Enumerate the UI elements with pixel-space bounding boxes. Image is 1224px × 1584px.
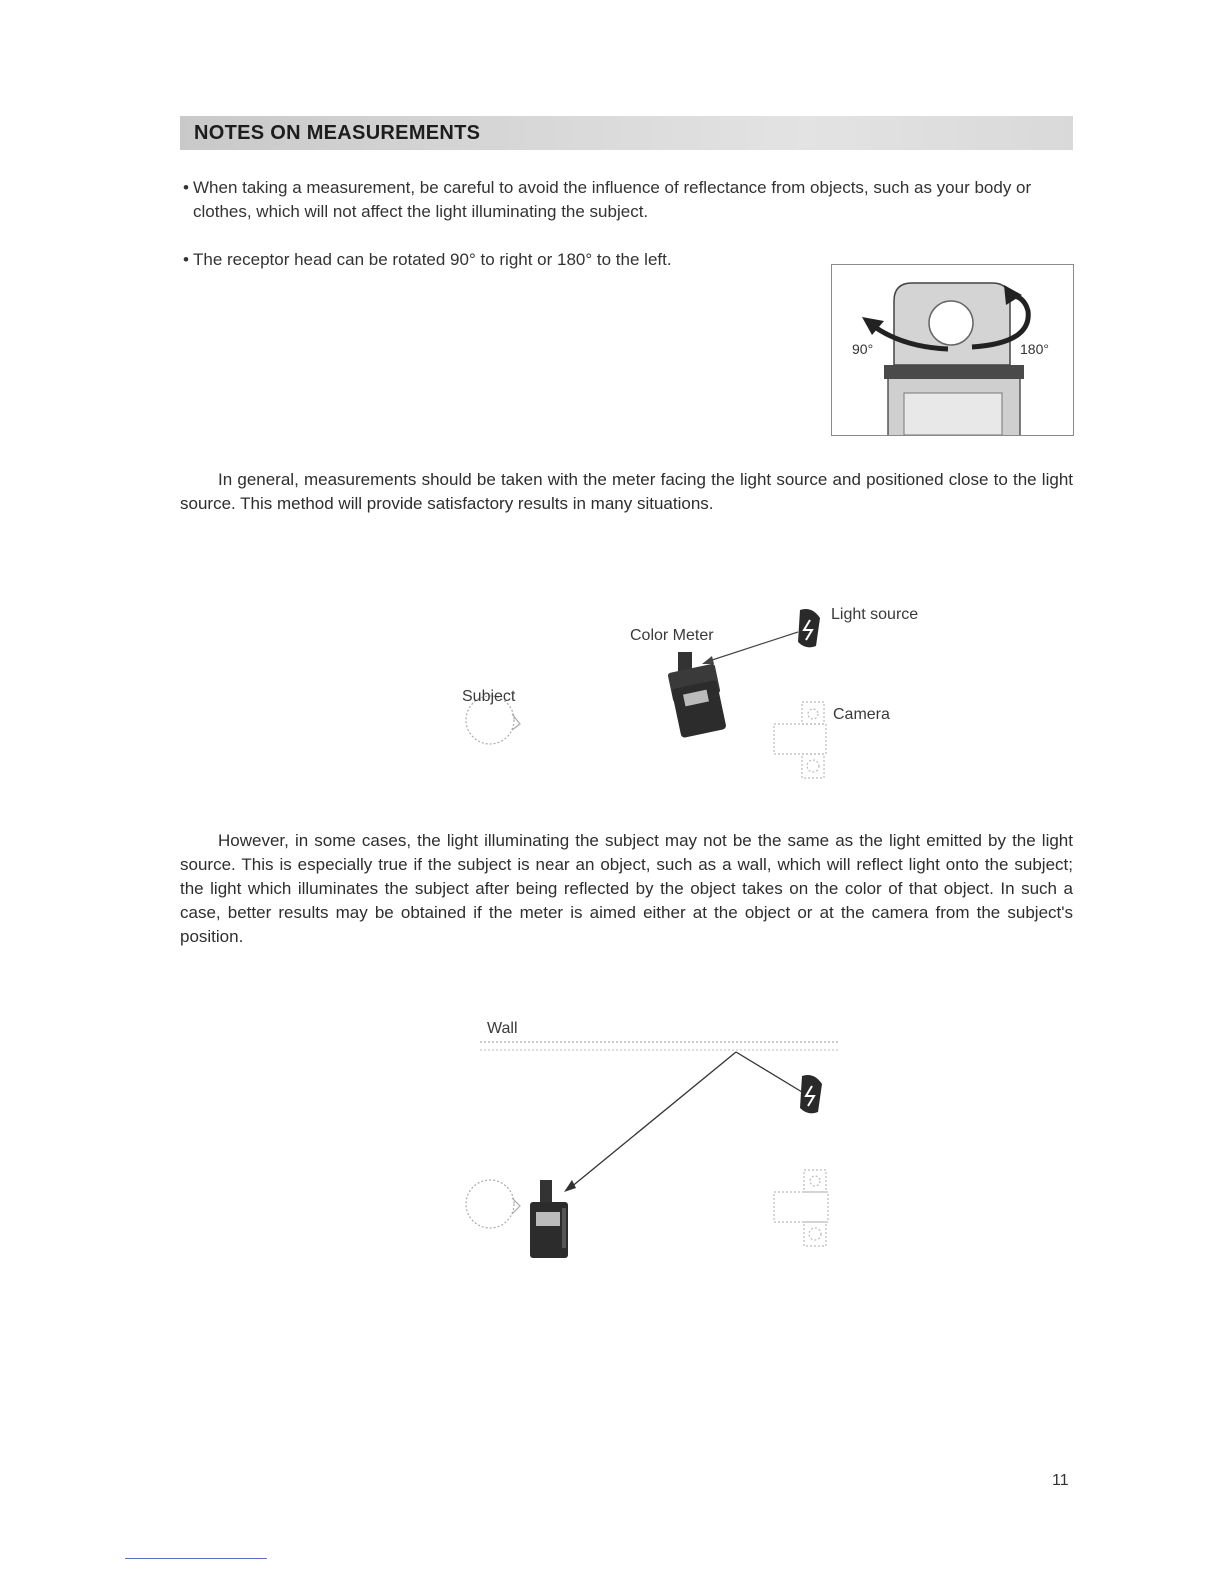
bullet-item xyxy=(183,248,813,272)
subject-icon xyxy=(466,1180,520,1228)
wall-line xyxy=(480,1042,838,1050)
bullet-text: The receptor head can be rotated 90° to right or 180° to the left. xyxy=(193,250,672,269)
page-number: 11 xyxy=(1052,1472,1069,1489)
body-paragraph: In general, measurements should be taken with the meter facing the light source and positioned close to the light source. This method will provide satisfactory results in many situations. xyxy=(180,470,1073,513)
body-paragraph: However, in some cases, the light illuminating the subject may not be the same as the light emitted by the light source. This is especially true if the subject is near an object, such as a wall, which will reflect light onto the subject; the light which illuminates the subject after being reflected by the object takes on the color of that object. In such a case, better results may be obtained if the meter is aimed either at the object or at the camera from the subject's position. xyxy=(180,831,1073,946)
section-title: NOTES ON MEASUREMENTS xyxy=(194,122,481,144)
section-banner xyxy=(180,116,1073,150)
color-meter-label: Color Meter xyxy=(630,627,714,644)
receptor-rotation-figure xyxy=(831,264,1074,436)
camera-icon xyxy=(774,1170,828,1246)
footer-rule xyxy=(125,1558,267,1559)
rotation-right-angle: 180° xyxy=(1020,341,1049,357)
wall-label: Wall xyxy=(487,1020,518,1037)
light-source-icon xyxy=(798,609,820,647)
bullet-text: When taking a measurement, be careful to avoid the influence of reflectance from objects, such as your body or clothes, which will not affect the light illuminating the subject. xyxy=(193,178,1032,221)
color-meter-icon xyxy=(667,652,726,738)
light-source-icon xyxy=(800,1075,822,1113)
rotation-left-angle: 90° xyxy=(852,341,874,357)
camera-icon xyxy=(774,702,826,778)
bullet-marker: • xyxy=(183,250,189,269)
wall-reflection-diagram xyxy=(440,1030,860,1270)
subject-label: Subject xyxy=(462,688,516,705)
bullet-marker: • xyxy=(183,178,189,197)
reflection-path xyxy=(564,1052,802,1192)
light-source-label: Light source xyxy=(831,606,919,623)
color-meter-icon xyxy=(530,1180,568,1258)
bullet-item xyxy=(183,176,1073,224)
camera-label: Camera xyxy=(833,706,890,723)
